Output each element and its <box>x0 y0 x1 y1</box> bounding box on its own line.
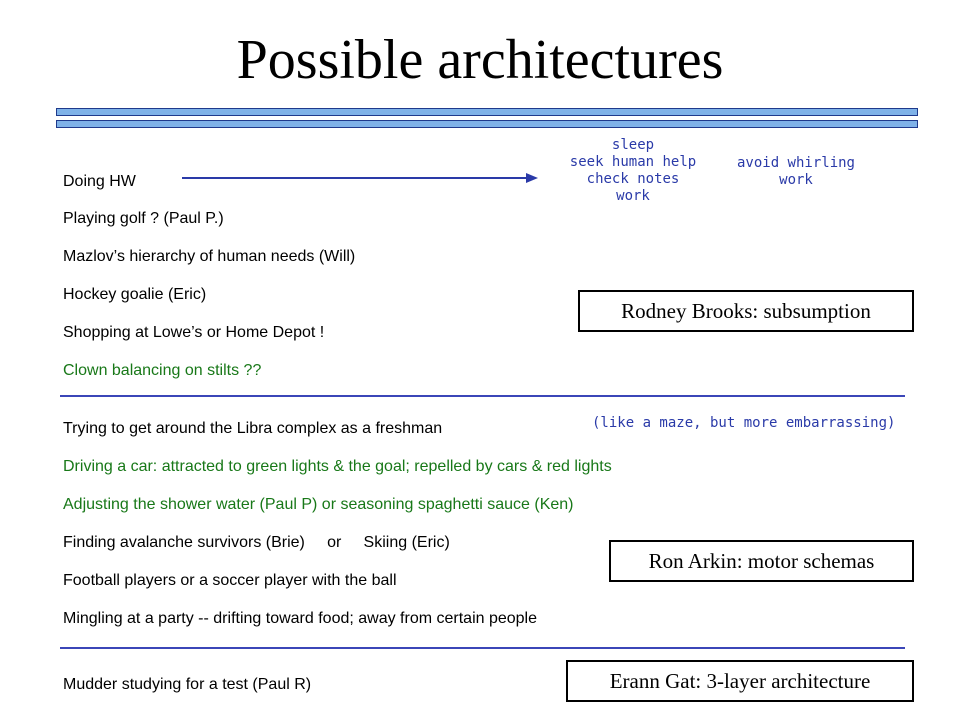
arrow-target-item: work <box>616 188 650 204</box>
arrow-target-item: work <box>779 172 813 188</box>
list-item: Mingling at a party -- drifting toward food; away from certain people <box>63 610 538 627</box>
section-divider <box>60 647 905 649</box>
maze-note: (like a maze, but more embarrassing) <box>592 415 896 431</box>
arrow-target-list-1 <box>548 137 718 205</box>
arrow-right-icon <box>180 170 540 186</box>
list-item: Playing golf ? (Paul P.) <box>63 210 224 227</box>
list-item: Clown balancing on stilts ?? <box>63 362 262 379</box>
list-item: Driving a car: attracted to green lights & the goal; repelled by cars & red lights <box>63 458 612 475</box>
list-item: Doing HW <box>63 173 136 190</box>
title-rule-top <box>56 108 918 116</box>
arrow-target-item: check notes <box>586 171 680 187</box>
list-item: Shopping at Lowe’s or Home Depot ! <box>63 324 325 341</box>
arrow-target-list-2 <box>726 155 866 189</box>
page-title: Possible architectures <box>236 29 724 91</box>
list-item: Football players or a soccer player with the ball <box>63 572 397 589</box>
list-item: Trying to get around the Libra complex as a freshman <box>63 420 443 437</box>
list-item: Mudder studying for a test (Paul R) <box>63 676 312 693</box>
list-item: Finding avalanche survivors (Brie) or Skiing (Eric) <box>63 534 450 551</box>
list-item: Adjusting the shower water (Paul P) or seasoning spaghetti sauce (Ken) <box>63 496 574 513</box>
architecture-label-motor-schemas: Ron Arkin: motor schemas <box>609 540 914 582</box>
title-rule-bottom <box>56 120 918 128</box>
list-item: Hockey goalie (Eric) <box>63 286 207 303</box>
arrow-target-item: seek human help <box>569 154 697 170</box>
arrow-target-item: avoid whirling <box>736 155 855 171</box>
arrow-target-item: sleep <box>611 137 655 153</box>
list-item: Mazlov’s hierarchy of human needs (Will) <box>63 248 356 265</box>
architecture-label-3-layer: Erann Gat: 3-layer architecture <box>566 660 914 702</box>
section-divider <box>60 395 905 397</box>
architecture-label-subsumption: Rodney Brooks: subsumption <box>578 290 914 332</box>
